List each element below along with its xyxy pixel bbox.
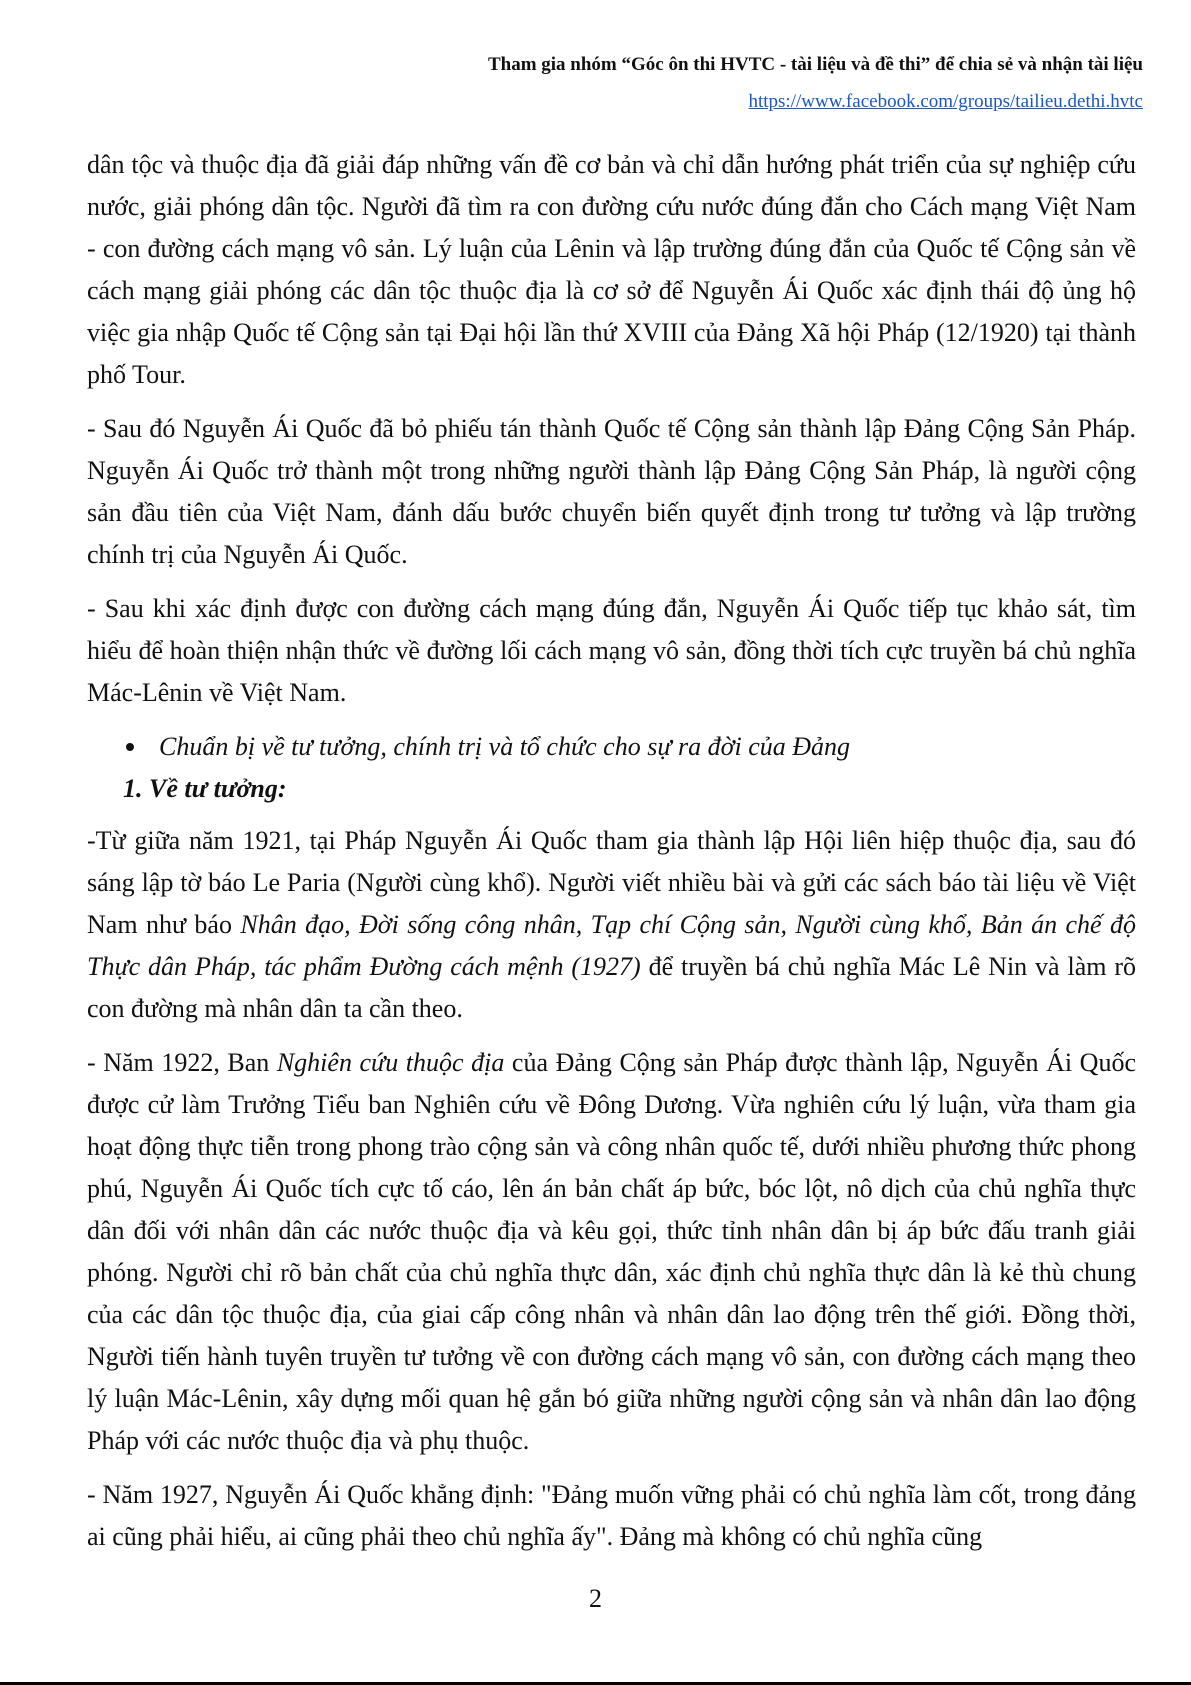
- text: - Năm 1922, Ban: [87, 1048, 277, 1077]
- facebook-group-link[interactable]: https://www.facebook.com/groups/tailieu.dethi.hvtc: [748, 91, 1143, 112]
- text: để truyền bá chủ nghĩa Mác Lê Nin và làm rõ con đường mà nhân dân ta cần theo.: [87, 952, 1136, 1023]
- paragraph: - Sau khi xác định được con đường cách mạng đúng đắn, Nguyễn Ái Quốc tiếp tục khảo sát, tìm hiểu để hoàn thiện nhận thức về đường lối cách mạng vô sản, đồng thời tích cực truyền bá chủ nghĩa Mác-Lênin về Việt Nam.: [87, 594, 1136, 707]
- italic-text: Nghiên cứu thuộc địa: [276, 1048, 505, 1077]
- section-heading: 1. Về tư tưởng:: [123, 774, 287, 803]
- text: -Từ giữa năm 1921, tại Pháp Nguyễn Ái Quốc tham gia thành lập Hội liên hiệp thuộc địa, sau đó sáng lập tờ báo Le Paria (Người cùng khổ). Người viết nhiều bài và gửi các sách báo tài liệu về Việt Nam như báo: [87, 826, 1136, 939]
- page-number: 2: [589, 1584, 602, 1613]
- document-body: [87, 144, 1136, 1570]
- text: của Đảng Cộng sản Pháp được thành lập, Nguyễn Ái Quốc được cử làm Trưởng Tiểu ban Nghiên cứu về Đông Dương. Vừa nghiên cứu lý luận, vừa tham gia hoạt động thực tiễn trong phong trào cộng sản và công nhân quốc tế, dưới nhiều phương thức phong phú, Nguyễn Ái Quốc tích cực tố cáo, lên án bản chất áp bức, bóc lột, nô dịch của chủ nghĩa thực dân đối với nhân dân các nước thuộc địa và kêu gọi, thức tỉnh nhân dân bị áp bức đấu tranh giải phóng. Người chỉ rõ bản chất của chủ nghĩa thực dân, xác định chủ nghĩa thực dân là kẻ thù chung của các dân tộc thuộc địa, của giai cấp công nhân và nhân dân lao động trên thế giới. Đồng thời, Người tiến hành tuyên truyền tư tưởng về con đường cách mạng vô sản, con đường cách mạng theo lý luận Mác-Lênin, xây dựng mối quan hệ gắn bó giữa những người cộng sản và nhân dân lao động Pháp với các nước thuộc địa và phụ thuộc.: [87, 1048, 1136, 1455]
- paragraph: dân tộc và thuộc địa đã giải đáp những vấn đề cơ bản và chỉ dẫn hướng phát triển của sự nghiệp cứu nước, giải phóng dân tộc. Người đã tìm ra con đường cứu nước đúng đắn cho Cách mạng Việt Nam - con đường cách mạng vô sản. Lý luận của Lênin và lập trường đúng đắn của Quốc tế Cộng sản về cách mạng giải phóng các dân tộc thuộc địa là cơ sở để Nguyễn Ái Quốc xác định thái độ ủng hộ việc gia nhập Quốc tế Cộng sản tại Đại hội lần thứ XVIII của Đảng Xã hội Pháp (12/1920) tại thành phố Tour.: [87, 150, 1136, 389]
- paragraph: - Sau đó Nguyễn Ái Quốc đã bỏ phiếu tán thành Quốc tế Cộng sản thành lập Đảng Cộng Sản Pháp. Nguyễn Ái Quốc trở thành một trong những người thành lập Đảng Cộng Sản Pháp, là người cộng sản đầu tiên của Việt Nam, đánh dấu bước chuyển biến quyết định trong tư tưởng và lập trường chính trị của Nguyễn Ái Quốc.: [87, 414, 1136, 569]
- paragraph: [87, 820, 1136, 1030]
- paragraph: [87, 1042, 1136, 1462]
- italic-text: Nhân đạo, Đời sống công nhân, Tạp chí Cộng sản, Người cùng khổ, Bản án chế độ Thực dân Pháp, tác phẩm Đường cách mệnh (1927): [87, 910, 1136, 981]
- paragraph: - Năm 1927, Nguyễn Ái Quốc khẳng định: "Đảng muốn vững phải có chủ nghĩa làm cốt, trong đảng ai cũng phải hiểu, ai cũng phải theo chủ nghĩa ấy". Đảng mà không có chủ nghĩa cũng: [87, 1480, 1136, 1551]
- bullet-item: Chuẩn bị về tư tưởng, chính trị và tổ chức cho sự ra đời của Đảng: [159, 726, 1136, 768]
- header-title: Tham gia nhóm “Góc ôn thi HVTC - tài liệu và đề thi” để chia sẻ và nhận tài liệu: [487, 54, 1143, 75]
